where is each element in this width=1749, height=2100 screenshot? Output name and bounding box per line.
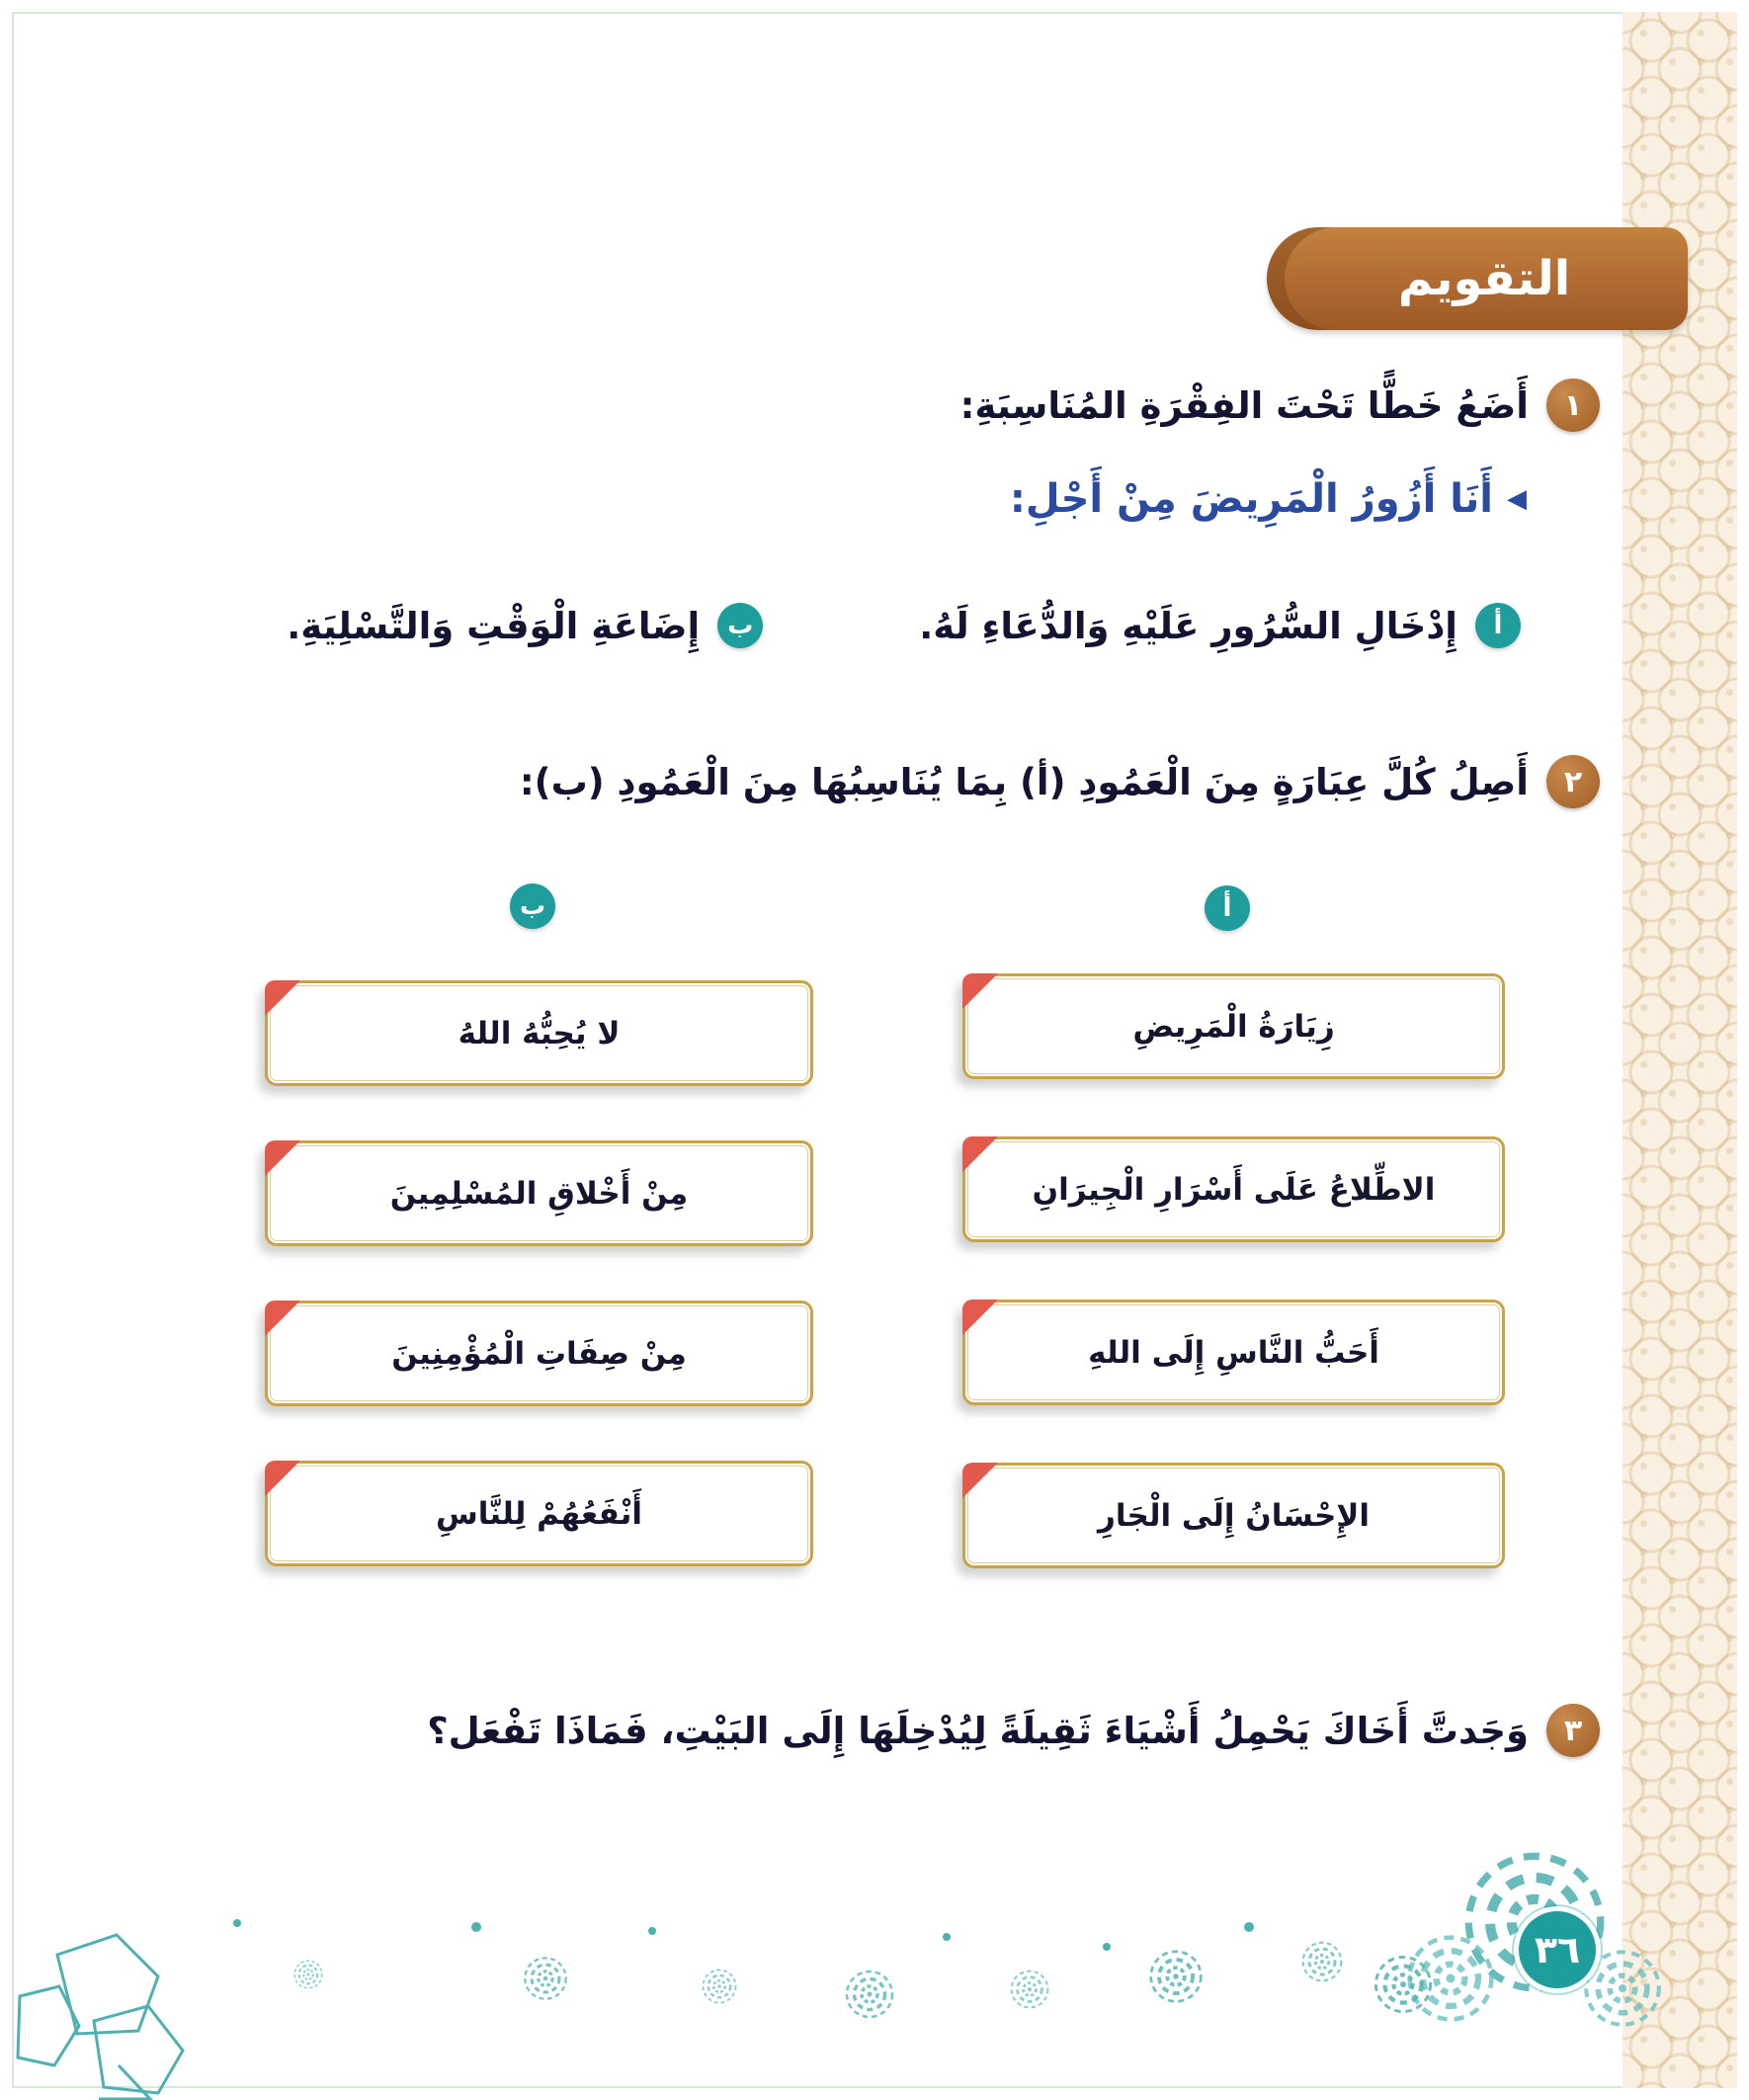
folded-corner-icon: [962, 1463, 998, 1498]
exercise1-number-badge: ١: [1546, 378, 1600, 432]
match-box-a4[interactable]: [962, 1463, 1505, 1568]
match-box-b2-text: مِنْ أَخْلاقِ المُسْلِمِينَ: [389, 1175, 689, 1212]
exercise1-lead-row: [1010, 476, 1527, 522]
bottom-decoration-flowers: [0, 1828, 1749, 2100]
section-header-banner: [1267, 227, 1688, 330]
exercise2-prompt: أَصِلُ كُلَّ عِبَارَةٍ مِنَ الْعَمُودِ (أ) بِمَا يُنَاسِبُهَا مِنَ الْعَمُودِ (ب):: [519, 760, 1529, 803]
match-box-a3-text: أَحَبُّ النَّاسِ إِلَى اللهِ: [1088, 1334, 1379, 1371]
match-box-a1-text: زِيَارَةُ الْمَرِيضِ: [1132, 1008, 1335, 1045]
match-box-b2[interactable]: [265, 1140, 813, 1246]
match-box-b4-text: أَنْفَعُهُمْ لِلنَّاسِ: [436, 1495, 643, 1532]
exercise1-lead-text: أَنَا أَزُورُ الْمَرِيضَ مِنْ أَجْلِ:: [1009, 476, 1493, 522]
folded-corner-icon: [962, 1136, 998, 1172]
folded-corner-icon: [265, 1140, 300, 1176]
exercise2-prompt-row: [520, 755, 1600, 808]
match-box-b1[interactable]: [265, 980, 813, 1086]
folded-corner-icon: [265, 1461, 300, 1496]
decoration-dots: [233, 1919, 1254, 1951]
exercise1-options-row: [287, 603, 1521, 648]
option-a-badge[interactable]: أ: [1475, 603, 1521, 648]
option-b-badge[interactable]: ب: [717, 603, 763, 648]
column-a-header-badge: أ: [1205, 885, 1250, 931]
folded-corner-icon: [265, 980, 300, 1016]
match-box-a1[interactable]: [962, 973, 1505, 1079]
match-box-b3-text: مِنْ صِفَاتِ الْمُؤْمِنِينَ: [391, 1335, 687, 1372]
folded-corner-icon: [962, 973, 998, 1009]
exercise1-prompt-row: [960, 378, 1600, 432]
column-b-header-badge: ب: [510, 883, 555, 929]
match-column-b: [265, 980, 813, 1566]
match-box-b1-text: لا يُحِبُّهُ اللهُ: [458, 1015, 621, 1051]
exercise2-number-badge: ٢: [1546, 755, 1600, 808]
exercise3-number-badge: ٣: [1546, 1704, 1600, 1757]
match-column-a: [962, 973, 1505, 1568]
geometric-corner-shapes: [18, 1935, 183, 2099]
exercise1-prompt: أَضَعُ خَطًّا تَحْتَ الفِقْرَةِ المُنَاسِبَةِ:: [959, 383, 1529, 427]
folded-corner-icon: [265, 1301, 300, 1336]
page-number: ٣٦: [1534, 1928, 1581, 1972]
section-title: التقويم: [1397, 251, 1571, 306]
match-box-a4-text: الإِحْسَانُ إِلَى الْجَارِ: [1098, 1497, 1371, 1534]
option-b-text[interactable]: إِضَاعَةِ الْوَقْتِ وَالتَّسْلِيَةِ.: [287, 604, 701, 647]
exercise3-prompt-row: [427, 1704, 1600, 1757]
lead-triangle-icon: ◀: [1507, 484, 1527, 514]
exercise3-prompt: وَجَدتَّ أَخَاكَ يَحْمِلُ أَشْيَاءَ ثَقِيلَةً لِيُدْخِلَهَا إِلَى البَيْتِ، فَمَاذَا تَفْعَل؟: [427, 1709, 1529, 1752]
page-number-badge: [1519, 1911, 1596, 1988]
match-box-a3[interactable]: [962, 1300, 1505, 1405]
match-box-b4[interactable]: [265, 1461, 813, 1566]
option-a-text[interactable]: إِدْخَالِ السُّرُورِ عَلَيْهِ وَالدُّعَاءِ لَهُ.: [919, 604, 1458, 647]
match-box-a2-text: الاطِّلاعُ عَلَى أَسْرَارِ الْجِيرَانِ: [1032, 1171, 1436, 1208]
match-box-a2[interactable]: [962, 1136, 1505, 1242]
match-box-b3[interactable]: [265, 1301, 813, 1406]
folded-corner-icon: [962, 1300, 998, 1335]
